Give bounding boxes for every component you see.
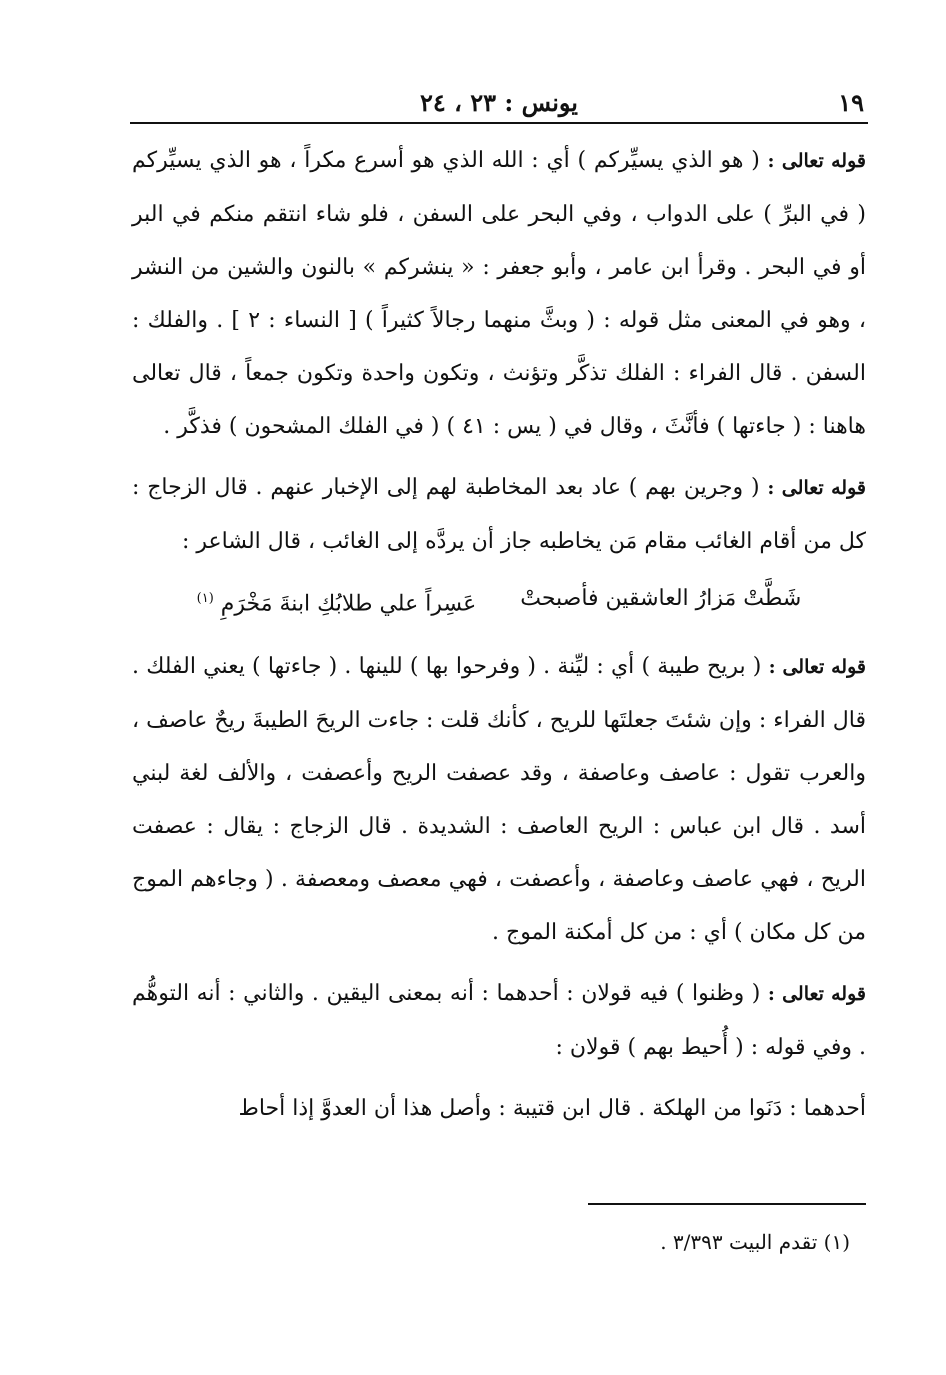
verse-lead: قوله تعالى : xyxy=(767,150,866,172)
second-hemistich-wrap xyxy=(197,572,477,630)
paragraph-5 xyxy=(132,1082,866,1135)
verse-lead: قوله تعالى : xyxy=(767,477,866,499)
paragraph-1 xyxy=(132,134,866,453)
poetry-verse xyxy=(132,572,866,630)
paragraph-text: ( وجرين بهم ) عاد بعد المخاطبة لهم إلى الإخبار عنهم . قال الزجاج : كل من أقام الغائب مقام مَن يخاطبه جاز أن يردَّه إلى الغائب ، قال الشاعر : xyxy=(132,475,866,554)
verse-lead: قوله تعالى : xyxy=(767,983,866,1006)
body-text xyxy=(132,134,866,1143)
second-hemistich: عَسِراً علي طلابُكِ ابنةَ مَخْرَمِ xyxy=(220,591,477,617)
footnote: (١) تقدم البيت ٣/٣٩٣ . xyxy=(660,1230,850,1254)
paragraph-4 xyxy=(132,967,866,1074)
footnote-marker: (١) xyxy=(196,591,214,606)
paragraph-2 xyxy=(132,461,866,568)
footnote-rule xyxy=(588,1203,866,1205)
paragraph-text: ( بريح طيبة ) أي : ليِّنة . ( وفرحوا بها ) للينها . ( جاءتها ) يعني الفلك . قال الفراء : وإن شئتَ جعلتَها للريح ، كأنك قلت : جاءت الريحَ الطيبةَ ريحٌ عاصف ، والعرب تقول : عاصف وعاصفة ، وقد عصفت الريح وأعصفت ، والألف لغة لبني أسد . قال ابن عباس : الريح العاصف : الشديدة . قال الزجاج : يقال : عصفت الريح ، فهي عاصف وعاصفة ، وأعصفت ، فهي معصف ومعصفة . ( وجاءهم الموج من كل مكان ) أي : من كل أمكنة الموج . xyxy=(132,654,866,946)
paragraph-text: ( وظنوا ) فيه قولان : أحدهما : أنه بمعنى اليقين . والثاني : أنه التوهُّم . وفي قوله : ( أُحيط بهم ) قولان : xyxy=(132,981,866,1061)
running-title: يونس : ٢٣ ، ٢٤ xyxy=(420,88,578,117)
first-hemistich: شَطَّتْ مَزارُ العاشقين فأصبحتْ xyxy=(520,586,802,611)
paragraph-text: ( هو الذي يسيِّركم ) أي : الله الذي هو أسرع مكراً ، هو الذي يسيِّركم ( في البرِّ ) على الدواب ، وفي البحر على السفن ، فلو شاء انتقم منكم في البر أو في البحر . وقرأ ابن عامر ، وأبو جعفر : « ينشركم » بالنون والشين من النشر ، وهو في المعنى مثل قوله : ( وبثَّ منهما رجالاً كثيراً ) [ النساء : ٢ ] . والفلك : السفن . قال الفراء : الفلك تذكَّر وتؤنث ، وتكون واحدة وتكون جمعاً ، قال تعالى هاهنا : ( جاءتها ) فأنَّثَ ، وقال في ( يس : ٤١ ) ( في الفلك المشحون ) فذكَّر . xyxy=(132,148,866,439)
header-rule xyxy=(130,122,868,124)
verse-lead: قوله تعالى : xyxy=(768,656,866,679)
paragraph-text: أحدهما : دَنَوا من الهلكة . قال ابن قتيبة : وأصل هذا أن العدوَّ إذا أحاط xyxy=(238,1096,866,1122)
paragraph-3 xyxy=(132,640,866,959)
page-number: ١٩ xyxy=(838,88,864,117)
page-header xyxy=(130,84,868,124)
